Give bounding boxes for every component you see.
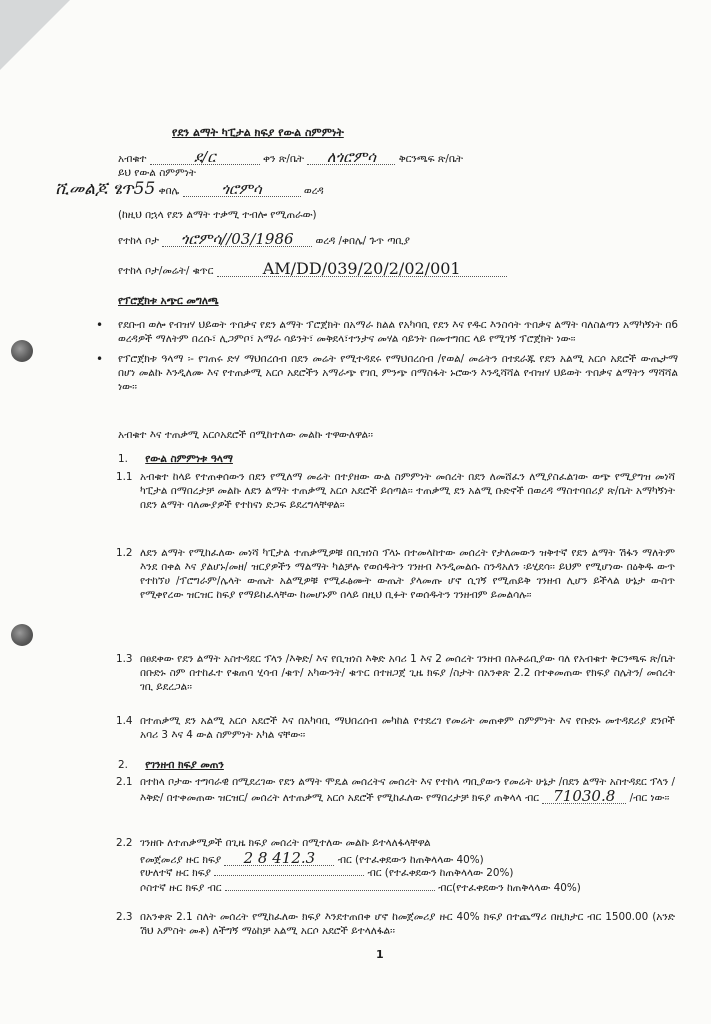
payment-line-3-tail: ብር(የተፈቀደውን ከጠቅላላው 40%) (438, 882, 581, 894)
document-title: የደን ልማት ካፒታል ክፍያ የውል ስምምነት (172, 126, 344, 139)
list-item: • የደቡብ ወሎ የብዝሃ ህይወት ጥበቃና የደን ልማት ፕሮጀክት በአማራ ክልል የአካባቢ የደን እና የዱር እንስሳት ጥበቃና ልማት ባለስልጣን አማካኝነት በ6 ወረዳዎች ማለትም በረሱ፣ ሊጋምቦ፣ አማራ ሳይንት፣ መቅደላ፣ተንታና መሃል ሳይንት በመተግበር ላይ የሚገኝ ፕሮጀክት ነው፡፡ (118, 318, 678, 346)
payment-line-3-blank (225, 890, 435, 891)
payment-line-2-tail: ብር (የተፈቀደውን ከጠቅላላው 20%) (367, 867, 514, 879)
header-row-4 (118, 259, 507, 278)
clause-2-3-text: በአንቀጽ 2.1 ስለት መሰረት የሚከፈለው ክፍያ እንደተጠበቀ ሆኖ ከመጀመሪያ ዙር 40% ክፍያ በተጨማሪ በዚክታር ብር 1500.00 (አንድ ሽህ አምስት መቶ) ለችግኝ ማዕከቻ አልሚ አርሶ አደሮች ይተላለፋል፡፡ (140, 911, 675, 937)
row1-label-1: አብቁተ (118, 153, 147, 165)
row1-hand-value-1: ደ/ር (150, 150, 260, 165)
punch-hole-top (11, 340, 33, 362)
payment-line-2-label: የሁለተኛ ዙር ክፍያ (140, 867, 211, 879)
page-number: 1 (376, 948, 384, 961)
clause-2-1-body: በተከላ ቦታው ተግባራዊ በሚደረገው የደን ልማት ሞዴል መሰረትና መሰረት እና የተከላ ጣቢያውን የመሬት ሁኔታ /በደን ልማት አስተዳደር ፕላን /እቅድ/ በተቀመጠው ዝርዝር/ መሰረት ለተጠቃሚ አርሶ አደሮች የሚከፈለው የማበረታቻ ክፍያ ጠቅላላ ብር (140, 776, 675, 804)
payment-line-1-label: የመጀመሪያ ዙር ክፍያ (140, 854, 222, 866)
header-row-1 (118, 150, 463, 166)
payment-line-1-hand: 2 8 412.3 (224, 851, 334, 866)
clause-1-2-text: ለደን ልማት የሚከፈለው መነሻ ካፒታል ተጠቃሚዎቹ በቢዝነስ ፕላኑ በተመላከተው መሰረት የታለመውን ዝቅተኛ የደን ልማት ሽፋን ማለትም እንደ በቀል እና ያልሆኑ/መዘ/ ዝርያዎችን ማልማት ካልቻሉ የወሰዱትን ገንዘብ እንዲመልሱ ስንዳአለን ፡ይሂደሳ፡፡ ይህም የሚሆነው በዕቅዱ ውጥ የተከኘሀ /ፕሮግራም/ሌላት ውጤት አልሚዎቹ የሚፈፅሙት ውጤት ያላመጡ ሆኖ ሲገኝ የሚጠይቅ ገንዘብ ሊሆን ይችላል ሁኔታ ውስጥ የሚቀየረው ዝርዝር ከፍያ የማይከፈላቸው ከመሆኑም በላይ በዚህ ቢፉት የወሰዱትን ገንዘብም ይመልሳሉ፡፡ (140, 547, 675, 601)
clause-2-1-hand-amount: 71030.8 (542, 789, 626, 804)
section-1-heading (118, 452, 233, 466)
row3-label-1: የተከላ ቦታ (118, 235, 159, 247)
section-1-number: 1. (118, 453, 128, 465)
clause-2-1-tail: /ብር ነው፡፡ (629, 792, 670, 804)
row2-hand-place: ጎሮምሳ (183, 182, 301, 197)
row4-label-1: የተከላ ቦታ/መሬት/ ቁጥር (118, 265, 214, 277)
header-row-2 (55, 179, 324, 199)
list-item: • የፕሮጀክቱ ዓላማ ፡- የገጠሩ ድሃ ማህበረሰብ በደን መሬት የሚተዳደሩ የማህበረሰብ /የወል/ መሬትን በተደራጁ የደን አልሚ አርሶ አደሮች ውጤታማ በሆነ መልኩ እንዲለሙ እና የተጠቃሚ አርሶ አደሮችን አማራጭ የገቢ ምንጭ በማስፋት ኑሮውን እንዲሻሻል የብዝሃ ህይወት ጥበቃና ልማትን ማሻሻል ነው፡፡ (118, 352, 678, 394)
payment-line-1 (140, 851, 484, 867)
payment-line-2 (140, 866, 513, 880)
clause-number: 1.4 (116, 715, 133, 727)
intro-line: አብቁተ እና ተጠቃሚ አርሶአደሮች በሚከተለው መልኩ ተዋውለዋል፡፡ (118, 429, 373, 441)
punch-hole-bottom (11, 624, 33, 646)
clause-number: 1.2 (116, 547, 133, 559)
payment-line-2-blank (214, 875, 364, 876)
payment-line-1-tail: ብር (የተፈቀደውን ከጠቅላላው 40%) (337, 854, 484, 866)
clause-number: 1.3 (116, 653, 133, 665)
project-summary-list (118, 318, 678, 400)
row4-hand-value: AM/DD/039/20/2/02/001 (217, 262, 507, 277)
clause-1-4-text: በተጠቃሚ ደን አልሚ አርሶ አደሮች እና በአካባቢ ማህበረሰብ መካከል የተደረገ የመሬት መጠቀም ስምምነት እና የቡድኑ መተዳደሪያ ደንቦች አባሪ 3 እና 4 ውል ስምምነት አካል ናቸው፡፡ (140, 715, 675, 741)
row1-label-3: ቅርንጫፍ ጽ/ቤት (398, 153, 464, 165)
folded-corner (0, 0, 70, 70)
header-row-1b: ይህ የውል ስምምነት (118, 167, 196, 179)
section-2-heading (118, 758, 224, 772)
clause-2-1-text (140, 775, 675, 805)
row2-label-1: ቀበሌ (158, 185, 180, 197)
row1-hand-value-2: ለጎሮምሳ (307, 150, 395, 165)
clause-2-2-intro: ገንዘቡ ለተጠቃሚዎች በጊዜ ክፍያ መሰረት በሚተለው መልኩ ይተላለፋላቸዋል (140, 837, 431, 849)
clause-number: 2.2 (116, 837, 133, 849)
payment-line-3 (140, 881, 581, 895)
section-2-number: 2. (118, 759, 128, 771)
clause-number: 1.1 (116, 471, 133, 483)
clause-number: 2.3 (116, 911, 133, 923)
clause-number: 2.1 (116, 776, 133, 788)
clause-1-1-text: አብቁተ ከላይ የተጠቀሰውን በደን የሚለማ መሬት በተያዘው ውል ስምምነት መሰረት በደን ለመሸፈን ለሚያስፈልገው ወጭ የሚያግዝ መነሻ ካፒታል በማበረታቻ መልኩ ለደን ልማት ተጠቃሚ አርሶ አደሮች ይሰጣል፡፡ ተጠቃሚ ደን አልሚ ቡድኖች በወረዳ ማስተባበሪያ ጽ/ቤት አማካኝነት በደን ልማት ባለሙያዎች የተከናነ ድጋፍ ይደረግላቸዋል፡፡ (140, 471, 675, 511)
header-row-3 (118, 232, 410, 248)
row1-label-2: ቀን ጽ/ቤት (263, 153, 305, 165)
project-summary-heading: የፕሮጀክቱ አጭር መግለጫ (118, 295, 219, 307)
row3-hand-value: ጎሮምሳ//03/1986 (162, 232, 312, 247)
clause-1-3-text: በፀደቀው የደን ልማት አስተዳደር ፕላን /እቅድ/ እና የቢዝነስ እቅድ አባሪ 1 እና 2 መሰረት ገንዘብ በአቶሬቢያው ባለ የአብቁተ ቅርንጫፍ ጽ/ቤት በቡድኑ ስም በተከፈተ የቁጠባ ሂሳብ /ቁጥ/ አካውንት/ ቁጥር በተዘጋጀ ጊዜ ክፍያ /ስታት በአንቀጽ 2.2 በተቀመጠው የክፍያ ስሌትን/ መሰረት ገቢ ይደረጋል፡፡ (140, 653, 675, 693)
section-1-title: የውል ስምምነቱ ዓላማ (145, 453, 233, 465)
row2-label-2: ወረዳ (303, 185, 324, 197)
payment-line-3-label: ሶስተኛ ዙር ክፍያ ብር (140, 882, 222, 894)
header-row-2b: (ከዚህ በኋላ የደን ልማት ተቃሚ ተብሎ የሚጠራው) (118, 209, 317, 221)
row3-label-2: ወረዳ /ቀበሌ/ ጉጥ ጣቢያ (315, 235, 410, 247)
row2-hand-name: ሺመልጆ ፄጥ55 (55, 179, 156, 199)
section-2-title: የገንዘብ ክፍያ መጠን (145, 759, 224, 771)
